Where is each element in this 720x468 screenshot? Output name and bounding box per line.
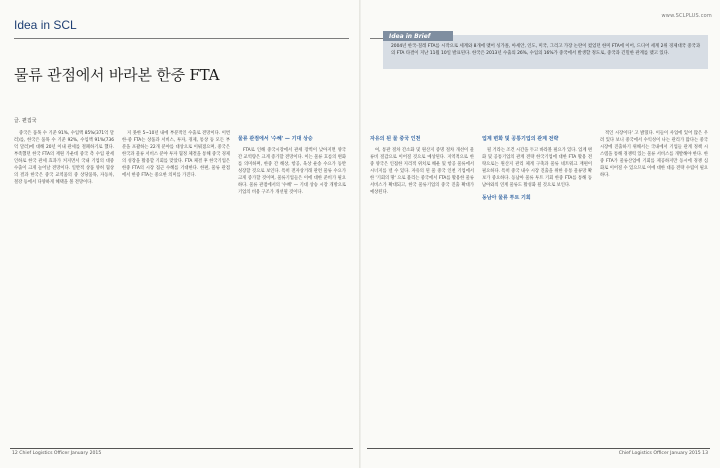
footer-rule-left	[10, 448, 353, 449]
body-column-1	[14, 130, 114, 444]
subheading: 자유의 된 물 중국 인천	[370, 136, 421, 142]
subheading: 업계 변화 및 공통기업의 관계 전략	[482, 136, 559, 142]
site-url: www.SCLPLUS.com	[661, 13, 712, 19]
footer-rule-right	[367, 448, 710, 449]
section-header: Idea in SCL	[14, 18, 77, 32]
article-title: 물류 관점에서 바라본 한중 FTA	[14, 66, 220, 84]
footer-left: 12 Chief Logistics Officer January 2015	[12, 451, 102, 456]
column-text: 지 못한 5~10년 내에 부분적인 수출로 전망이다. 이번 한-중 FTA는 상품과 서비스, 투자, 경제, 통상 등 모든 부분을 포괄하는 22개 분야를 대상으로 이뤄졌으며, 중국은 한국과 물류 서비스 분야 투자 협정 체결을 통해 중국 경제의 성장을 활용할 기회를 맞았다. FTA 체결 후 한국기업은 한중 FTA의 시장 접근 수혜를 기대한다. 한편, 물류 관점에서 한중 FTA는 중요한 의미를 가진다.	[122, 131, 230, 178]
body-column-3	[238, 130, 346, 444]
column-text: 여, 통관 절차 간소화 및 원산지 증명 절차 개선이 물류비 절감으로 이어질 것으로 예상된다. 지역적으로 한중 양국은 인접한 지리적 위치로 해운 및 항공 물류에서 시너지를 낼 수 있다. 자유의 된 물 중국 인천 기업에서 한 '기회의 땅' 으로 불리는 중국에서 FTA를 활용한 물류 서비스가 확대되고, 한국 물류기업의 중국 진출 확대가 예상된다.	[370, 148, 474, 195]
footer-right: Chief Logistics Officer January 2015 13	[618, 451, 708, 456]
column-text: 적인 시장이다' 고 밝혔다. 이들이 사업에 있어 많은 우려 있다 보니 중국에서 수익성이 나는 관리가 많다는 중국 시장에 진출하기 위해서는 국내에서 기업들 관계 정책 시스템을 통해 경쟁력 있는 물류 서비스를 개발해야 한다. 한중 FTA가 물류산업에 기회를 제공하지만 동시에 경쟁 심화로 이어질 수 있으므로 이에 대한 대응 전략 수립이 필요하다.	[600, 131, 708, 178]
column-text: 중국은 품목 수 기준 91%, 수입액 85%(371억 달러)를, 한국은 품목 수 기준 92%, 수입액 91%(736억 달러)에 대해 20년 이내 관세를 철폐하기로 했다. 부족했던 한국 FTA의 재원 가운데 중국 측 수입 관세 인하로 한국 관세 효과가 커지면서 국내 기업의 대중 수출이 크게 늘어날 전망이다. 일반적 상품 양허 협상의 결과 한국은 중국 교역품의 중 상당품목, 자동차, 철강 등에서 다양하게 혜택을 볼 전망이다.	[14, 131, 114, 185]
brief-text: 2004년 한국-칠레 FTA를 시작으로 세계와 8개에 맺어 싱가폴, 아세안, 인도, 미국, 그리고 가장 논란이 컸었던 한미 FTA에 이어, 드디어 세계 2위 경제대국 중국과의 FTA 타결이 지난 11월 10일 발표된다. 한국은 2013년 수출의 26%, 수입의 16%가 중국에서 발생할 정도로, 중국과 긴밀한 관계를 맺고 있다.	[391, 44, 701, 56]
body-column-2	[122, 130, 230, 444]
brief-label: Idea in Brief	[383, 31, 453, 41]
page-gutter	[359, 0, 361, 468]
column-text: 될 거라는 조건 시간을 두고 바라볼 필요가 있다. 업계 변화 및 공통기업의 관계 전략 한국기업에 대한 FTA 활용 전략으로는 원산지 관리 체계 구축과 물류 네트워크 재편이 필요하다. 특히 중국 내수 시장 진출을 위한 유통 물류망 확보가 중요하다. 동남아 물류 투트 기회 한중 FTA를 통해 동남아와의 연계 물류도 활성화 될 것으로 보인다.	[482, 148, 592, 188]
subheading: 물류 관점에서 '수혜' — 기대 상승	[238, 136, 313, 142]
section-rule-left	[14, 38, 349, 39]
column-text: FTA로 인해 중국시장에서 관세 장벽이 낮아지면 양국 간 교역량은 크게 증가할 전망이다. 이는 물류 흐름의 변화를 의미하며, 한중 간 해상, 항공, 육상 운송 수요가 동반 성장할 것으로 보인다. 특히 전자상거래 관련 물류 수요가 크게 증가할 것이며, 물류기업들은 이에 대한 준비가 필요하다. 물류 관점에서의 '수혜' — 기대 상승 시장 개방으로 기업의 비용 구조가 개선될 것이다.	[238, 148, 346, 195]
body-column-4	[370, 130, 474, 444]
subheading: 동남아 물류 투트 기회	[482, 195, 531, 201]
idea-in-brief-box	[383, 35, 708, 69]
body-column-5	[482, 130, 592, 444]
body-column-6	[600, 130, 708, 444]
article-byline: 글. 편집국	[14, 118, 37, 124]
